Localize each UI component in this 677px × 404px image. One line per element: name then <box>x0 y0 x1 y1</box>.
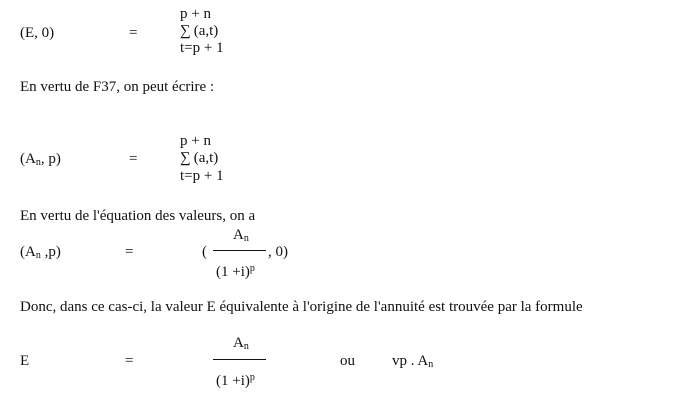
eq3-left-rest: ,p) <box>40 244 61 260</box>
eq3-den-exponent: p <box>249 263 255 274</box>
eq4-numerator <box>233 336 249 351</box>
eq4-alt-text: vp . A <box>392 353 429 369</box>
eq3-tail: , 0) <box>268 244 288 260</box>
eq2-sum-term: (a,t) <box>193 150 219 166</box>
eq1-sum-lower-limit: t=p + 1 <box>180 40 224 56</box>
eq3-den-base: (1 +i) <box>216 264 250 280</box>
eq1-equals-sign: = <box>129 25 138 41</box>
eq3-equals-sign: = <box>125 244 134 260</box>
eq2-sum-upper-limit: p + n <box>180 133 211 149</box>
eq1-left: (E, 0) <box>20 25 55 41</box>
eq2-equals-sign: = <box>129 151 138 167</box>
eq3-fraction-bar <box>213 250 266 251</box>
eq4-den-exponent: p <box>249 372 255 383</box>
eq3-left-open: (A <box>20 244 36 260</box>
eq1-summation <box>180 24 218 39</box>
eq3-left-sub: n <box>35 250 41 261</box>
paragraph-valeur-e: Donc, dans ce cas-ci, la valeur E équivalente à l'origine de l'annuité est trouvée par la formule <box>20 299 583 315</box>
eq2-left <box>20 152 61 167</box>
paragraph-f37: En vertu de F37, on peut écrire : <box>20 79 215 95</box>
eq3-open-paren: ( <box>202 244 207 260</box>
eq4-num-a: A <box>233 335 244 351</box>
eq4-den-base: (1 +i) <box>216 373 250 389</box>
eq2-sum-lower-limit: t=p + 1 <box>180 168 224 184</box>
eq3-num-a: A <box>233 227 244 243</box>
eq2-summation <box>180 151 218 166</box>
eq4-fraction-bar <box>213 359 266 360</box>
eq3-left <box>20 245 61 260</box>
eq2-left-sub: n <box>35 157 41 168</box>
eq4-alternative <box>392 354 433 369</box>
sum-symbol-icon: ∑ <box>180 23 191 39</box>
eq3-denominator <box>216 265 255 280</box>
eq4-alt-sub: n <box>428 359 434 370</box>
eq4-num-sub: n <box>243 341 249 352</box>
eq3-numerator <box>233 228 249 243</box>
eq4-denominator <box>216 374 255 389</box>
eq2-left-rest: , p) <box>40 151 61 167</box>
eq4-equals-sign: = <box>125 353 134 369</box>
eq4-left: E <box>20 353 30 369</box>
eq3-num-sub: n <box>243 233 249 244</box>
eq1-sum-upper-limit: p + n <box>180 6 211 22</box>
sum-symbol-icon: ∑ <box>180 150 191 166</box>
eq2-left-open: (A <box>20 151 36 167</box>
eq1-sum-term: (a,t) <box>193 23 219 39</box>
paragraph-equation-des-valeurs: En vertu de l'équation des valeurs, on a <box>20 208 256 224</box>
eq4-or: ou <box>340 353 355 369</box>
